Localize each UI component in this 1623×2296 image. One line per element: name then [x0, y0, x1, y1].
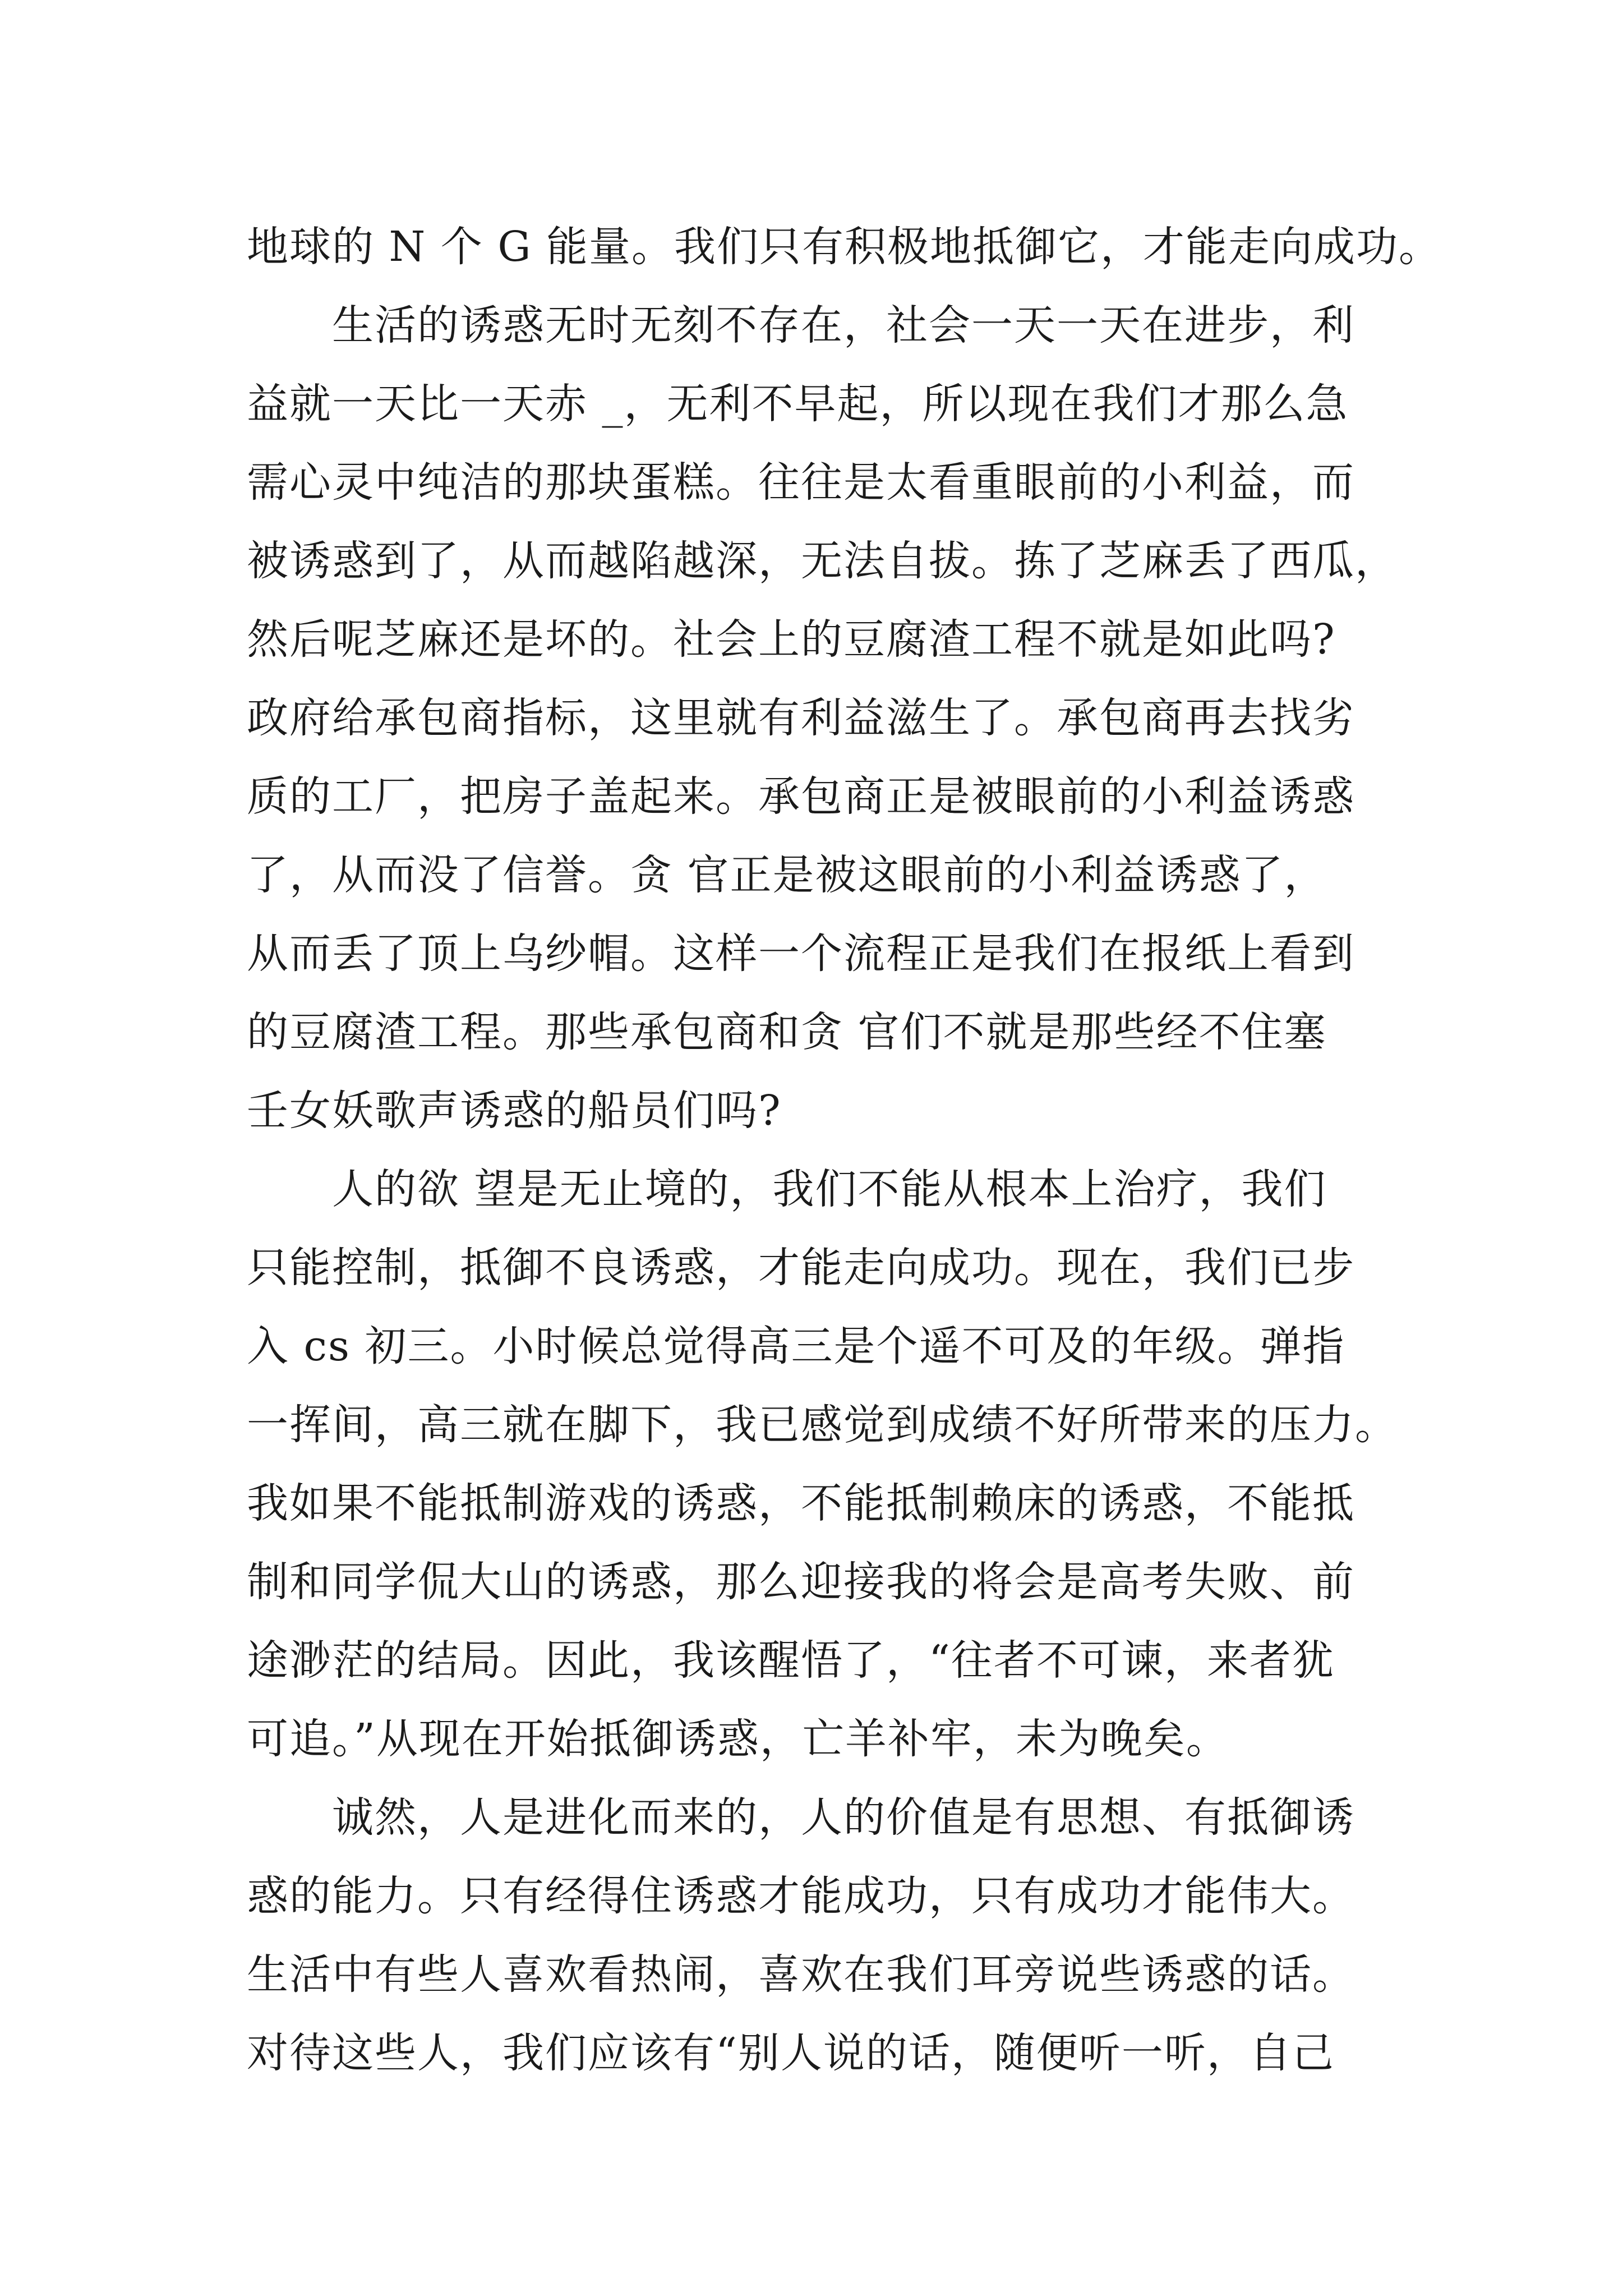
text-line: 诚然，人是进化而来的，人的价值是有思想、有抵御诱	[247, 1793, 1355, 1842]
text-line: 了，从而没了信誉。贪 官正是被这眼前的小利益诱惑了，	[247, 851, 1327, 899]
text-line: 益就一天比一天赤 _，无利不早起，所以现在我们才那么急	[247, 380, 1349, 428]
text-line: 壬女妖歌声诱惑的船员们吗?	[247, 1087, 782, 1135]
text-line: 入 cs 初三。小时候总觉得高三是个遥不可及的年级。弹指	[247, 1322, 1345, 1370]
text-line: 质的工厂，把房子盖起来。承包商正是被眼前的小利益诱惑	[247, 772, 1355, 821]
text-line: 途渺茫的结局。因此，我该醒悟了，“往者不可谏，来者犹	[247, 1636, 1335, 1685]
text-line: 对待这些人，我们应该有“别人说的话，随便听一听，自己	[247, 2029, 1335, 2077]
text-line: 从而丢了顶上乌纱帽。这样一个流程正是我们在报纸上看到	[247, 930, 1355, 978]
text-line: 生活中有些人喜欢看热闹，喜欢在我们耳旁说些诱惑的话。	[247, 1950, 1355, 1999]
text-line: 需心灵中纯洁的那块蛋糕。往往是太看重眼前的小利益，而	[247, 458, 1355, 507]
text-line: 地球的 N 个 G 能量。我们只有积极地抵御它，才能走向成功。	[247, 223, 1441, 271]
text-line: 政府给承包商指标，这里就有利益滋生了。承包商再去找劣	[247, 694, 1355, 742]
text-line: 我如果不能抵制游戏的诱惑，不能抵制赖床的诱惑，不能抵	[247, 1479, 1355, 1527]
text-line: 只能控制，抵御不良诱惑，才能走向成功。现在，我们已步	[247, 1244, 1355, 1292]
text-line: 一挥间，高三就在脚下，我已感觉到成绩不好所带来的压力。	[247, 1401, 1398, 1449]
text-line: 可追。”从现在开始抵御诱惑，亡羊补牢，未为晚矣。	[247, 1715, 1229, 1763]
text-line: 然后呢芝麻还是坏的。社会上的豆腐渣工程不就是如此吗?	[247, 615, 1336, 664]
text-line: 惑的能力。只有经得住诱惑才能成功，只有成功才能伟大。	[247, 1872, 1355, 1920]
text-line: 被诱惑到了，从而越陷越深，无法自拔。拣了芝麻丢了西瓜，	[247, 537, 1398, 585]
text-line: 制和同学侃大山的诱惑，那么迎接我的将会是高考失败、前	[247, 1558, 1355, 1606]
body-text	[247, 208, 1441, 2092]
text-line: 的豆腐渣工程。那些承包商和贪 官们不就是那些经不住塞	[247, 1008, 1327, 1056]
text-line: 生活的诱惑无时无刻不存在，社会一天一天在进步，利	[247, 301, 1355, 349]
text-line: 人的欲 望是无止境的，我们不能从根本上治疗，我们	[247, 1165, 1327, 1213]
